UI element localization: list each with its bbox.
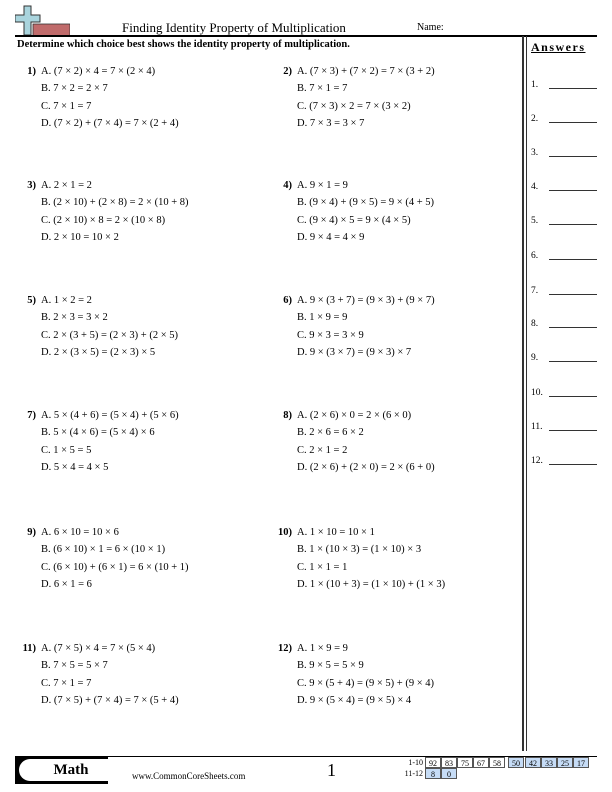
choice-a: A. 1 × 10 = 10 × 1 (297, 527, 375, 538)
instructions: Determine which choice best shows the identity property of multiplication. (17, 39, 350, 50)
score-row-label: 1-10 (408, 758, 423, 767)
choice-b: B. (9 × 4) + (9 × 5) = 9 × (4 + 5) (297, 197, 435, 209)
choice-c: C. 7 × 1 = 7 (41, 677, 92, 689)
answer-number: 5. (531, 216, 539, 226)
choice-d: D. (2 × 6) + (2 × 0) = 2 × (6 + 0) (297, 461, 435, 473)
website-link[interactable]: www.CommonCoreSheets.com (132, 771, 246, 781)
score-cell: 0 (441, 768, 457, 779)
choice-a: A. 1 × 9 = 9 (297, 643, 348, 654)
choice-b: B. 7 × 5 = 5 × 7 (41, 660, 108, 672)
choice-d: D. 9 × (5 × 4) = (9 × 5) × 4 (297, 694, 412, 706)
problem-number: 1) (27, 66, 36, 77)
answer-line (549, 430, 597, 431)
math-logo-icon (15, 5, 70, 37)
choice-d: D. 9 × (3 × 7) = (9 × 3) × 7 (297, 346, 412, 358)
answer-number: 9. (531, 353, 539, 363)
choice-d: D. (7 × 2) + (7 × 4) = 7 × (2 + 4) (41, 117, 179, 129)
score-cell: 8 (425, 768, 441, 779)
choice-b: B. 5 × (4 × 6) = (5 × 4) × 6 (41, 427, 155, 439)
answer-line (549, 294, 597, 295)
answer-number: 4. (531, 182, 539, 192)
answer-number: 12. (531, 456, 543, 466)
choice-a: A. (7 × 5) × 4 = 7 × (5 × 4) (41, 643, 156, 654)
score-cell: 25 (557, 757, 573, 768)
score-cell: 92 (425, 757, 441, 768)
choice-a: A. (2 × 6) × 0 = 2 × (6 × 0) (297, 410, 412, 421)
answer-line (549, 396, 597, 397)
answer-number: 11. (531, 422, 543, 432)
choice-b: B. 7 × 2 = 2 × 7 (41, 83, 108, 95)
choice-d: D. 6 × 1 = 6 (41, 578, 92, 590)
answer-line (549, 259, 597, 260)
answer-number: 6. (531, 251, 539, 261)
answer-number: 1. (531, 80, 539, 90)
worksheet-title: Finding Identity Property of Multiplication (122, 20, 346, 35)
choice-a: A. 5 × (4 + 6) = (5 × 4) + (5 × 6) (41, 410, 179, 421)
problem-number: 2) (283, 66, 292, 77)
answer-line (549, 464, 597, 465)
answer-line (549, 327, 597, 328)
choice-c: C. (2 × 10) × 8 = 2 × (10 × 8) (41, 214, 166, 226)
answer-line (549, 122, 597, 123)
problem-number: 5) (27, 295, 36, 306)
choice-c: C. 9 × 3 = 3 × 9 (297, 329, 364, 341)
answer-number: 7. (531, 286, 539, 296)
subject-badge: Math (19, 759, 123, 781)
score-cell: 67 (473, 757, 489, 768)
choice-a: A. 6 × 10 = 10 × 6 (41, 527, 119, 538)
score-row-label: 11-12 (404, 769, 423, 778)
name-label: Name: (417, 22, 444, 33)
choice-c: C. 7 × 1 = 7 (41, 100, 92, 112)
problem-number: 12) (278, 643, 292, 654)
choice-c: C. 1 × 5 = 5 (41, 444, 92, 456)
problem-number: 3) (27, 180, 36, 191)
choice-d: D. 9 × 4 = 4 × 9 (297, 231, 365, 243)
choice-d: D. (7 × 5) + (7 × 4) = 7 × (5 + 4) (41, 694, 179, 706)
choice-c: C. 2 × 1 = 2 (297, 444, 348, 456)
score-cell: 17 (573, 757, 589, 768)
choice-c: C. 2 × (3 + 5) = (2 × 3) + (2 × 5) (41, 329, 179, 341)
answer-line (549, 224, 597, 225)
choice-a: A. (7 × 2) × 4 = 7 × (2 × 4) (41, 66, 156, 77)
answer-number: 10. (531, 388, 543, 398)
problem-number: 6) (283, 295, 292, 306)
choice-d: D. 1 × (10 + 3) = (1 × 10) + (1 × 3) (297, 578, 446, 590)
problem-number: 7) (27, 410, 36, 421)
problem-number: 10) (278, 527, 292, 538)
problem-number: 9) (27, 527, 36, 538)
choice-c: C. (9 × 4) × 5 = 9 × (4 × 5) (297, 214, 411, 226)
header-divider (15, 35, 597, 37)
answer-number: 8. (531, 319, 539, 329)
choice-b: B. 9 × 5 = 5 × 9 (297, 660, 364, 672)
answer-number: 2. (531, 114, 539, 124)
choice-c: C. 1 × 1 = 1 (297, 561, 348, 573)
answer-line (549, 88, 597, 89)
choice-c: C. (6 × 10) + (6 × 1) = 6 × (10 + 1) (41, 561, 189, 573)
page-number: 1 (327, 760, 336, 780)
choice-b: B. 1 × (10 × 3) = (1 × 10) × 3 (297, 544, 422, 556)
answer-number: 3. (531, 148, 539, 158)
choice-b: B. (2 × 10) + (2 × 8) = 2 × (10 + 8) (41, 197, 189, 209)
choice-c: C. 9 × (5 + 4) = (9 × 5) + (9 × 4) (297, 677, 435, 689)
score-cell: 42 (525, 757, 541, 768)
score-cell: 75 (457, 757, 473, 768)
problem-number: 11) (22, 643, 36, 654)
choice-d: D. 7 × 3 = 3 × 7 (297, 117, 365, 129)
choice-c: C. (7 × 3) × 2 = 7 × (3 × 2) (297, 100, 411, 112)
choice-a: A. (7 × 3) + (7 × 2) = 7 × (3 + 2) (297, 66, 435, 77)
choice-b: B. (6 × 10) × 1 = 6 × (10 × 1) (41, 544, 166, 556)
choice-d: D. 2 × (3 × 5) = (2 × 3) × 5 (41, 346, 156, 358)
answers-divider (522, 36, 524, 751)
choice-b: B. 7 × 1 = 7 (297, 83, 348, 95)
choice-b: B. 1 × 9 = 9 (297, 312, 348, 324)
score-cell: 83 (441, 757, 457, 768)
answers-divider (526, 36, 528, 751)
choice-a: A. 2 × 1 = 2 (41, 180, 92, 191)
choice-b: B. 2 × 3 = 3 × 2 (41, 312, 108, 324)
choice-a: A. 9 × 1 = 9 (297, 180, 348, 191)
choice-d: D. 5 × 4 = 4 × 5 (41, 461, 109, 473)
answers-title: Answers (531, 40, 586, 54)
score-cell: 58 (489, 757, 505, 768)
problem-number: 8) (283, 410, 292, 421)
answer-line (549, 156, 597, 157)
answer-line (549, 190, 597, 191)
choice-d: D. 2 × 10 = 10 × 2 (41, 231, 119, 243)
problem-number: 4) (283, 180, 292, 191)
choice-a: A. 9 × (3 + 7) = (9 × 3) + (9 × 7) (297, 295, 435, 306)
score-cell: 33 (541, 757, 557, 768)
score-cell: 50 (508, 757, 524, 768)
answer-line (549, 361, 597, 362)
choice-a: A. 1 × 2 = 2 (41, 295, 92, 306)
choice-b: B. 2 × 6 = 6 × 2 (297, 427, 364, 439)
